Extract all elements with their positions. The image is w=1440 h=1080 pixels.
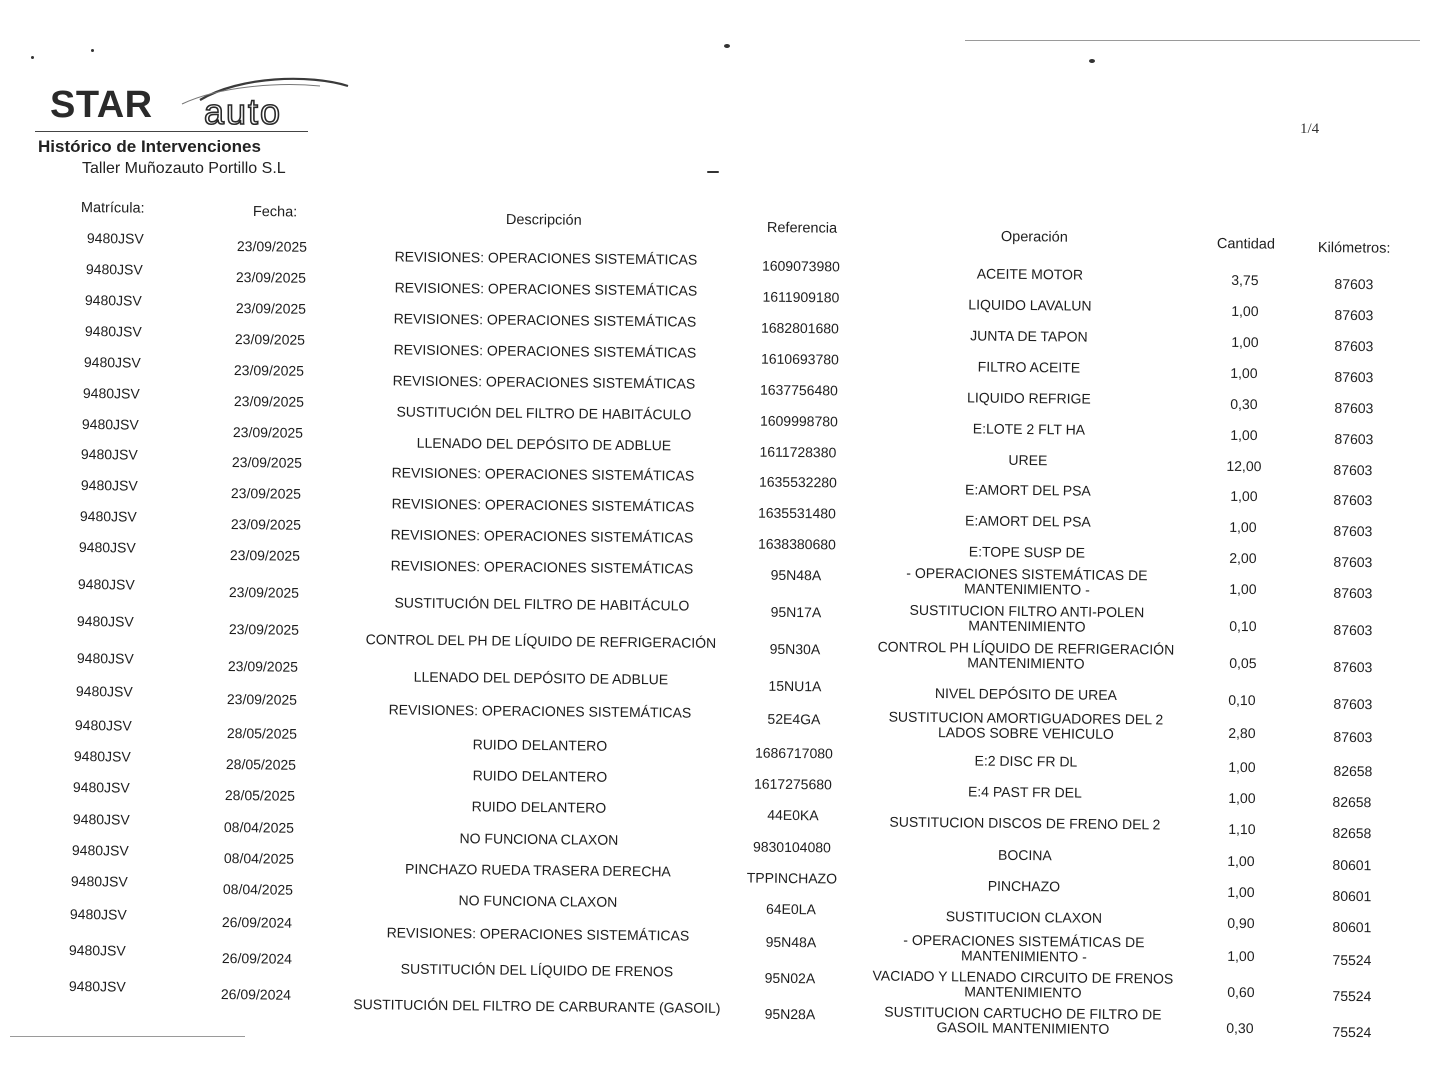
page-number: 1/4 <box>1300 121 1320 137</box>
cell-descripcion: NO FUNCIONA CLAXON <box>458 892 618 910</box>
cell-referencia: 1635532280 <box>758 473 837 491</box>
cell-fecha: 23/09/2025 <box>227 658 298 675</box>
cell-operacion: SUSTITUCION FILTRO ANTI-POLEN <box>909 601 1145 621</box>
cell-fecha: 23/09/2025 <box>229 547 301 564</box>
cell-operacion-line2: LADOS SOBRE VEHICULO <box>937 724 1114 742</box>
cell-fecha: 23/09/2025 <box>232 424 303 441</box>
cell-cantidad: 1,00 <box>1230 333 1259 351</box>
cell-fecha: 28/05/2025 <box>226 725 297 742</box>
cell-kilometros: 82658 <box>1332 824 1372 842</box>
cell-referencia: 64E0LA <box>765 900 816 918</box>
cell-fecha: 23/09/2025 <box>227 691 298 708</box>
cell-cantidad: 1,00 <box>1230 364 1259 382</box>
cell-cantidad: 12,00 <box>1226 457 1262 475</box>
cell-referencia: 1611909180 <box>761 288 839 306</box>
cell-matricula: 9480JSV <box>82 385 140 402</box>
cell-cantidad: 0,05 <box>1228 654 1257 672</box>
cell-fecha: 26/09/2024 <box>222 914 293 931</box>
cell-operacion: - OPERACIONES SISTEMÁTICAS DE <box>906 564 1148 584</box>
cell-kilometros: 75524 <box>1332 1023 1372 1041</box>
cell-cantidad: 1,00 <box>1228 789 1256 807</box>
cell-kilometros: 75524 <box>1332 987 1372 1005</box>
cell-operacion-line2: MANTENIMIENTO <box>964 983 1082 1001</box>
cell-referencia: 1637756480 <box>759 381 838 399</box>
cell-cantidad: 1,00 <box>1227 883 1255 901</box>
cell-descripcion: PINCHAZO RUEDA TRASERA DERECHA <box>405 860 672 880</box>
cell-referencia: 1635531480 <box>757 504 836 522</box>
cell-descripcion: LLENADO DEL DEPÓSITO DE ADBLUE <box>413 668 669 688</box>
cell-descripcion: LLENADO DEL DEPÓSITO DE ADBLUE <box>416 434 671 454</box>
cell-matricula: 9480JSV <box>69 942 127 959</box>
cell-descripcion: SUSTITUCIÓN DEL LÍQUIDO DE FRENOS <box>400 960 674 980</box>
cell-referencia: 52E4GA <box>767 710 821 728</box>
cell-descripcion: CONTROL DEL PH DE LÍQUIDO DE REFRIGERACIÓN <box>365 631 717 651</box>
cell-kilometros: 87603 <box>1333 553 1373 571</box>
cell-kilometros: 87603 <box>1333 658 1373 676</box>
cell-operacion: E:AMORT DEL PSA <box>964 481 1091 499</box>
cell-descripcion: NO FUNCIONA CLAXON <box>459 830 619 848</box>
cell-matricula: 9480JSV <box>73 779 131 796</box>
cell-fecha: 23/09/2025 <box>233 393 304 410</box>
cell-kilometros: 80601 <box>1332 856 1372 874</box>
cell-operacion: FILTRO ACEITE <box>977 358 1081 376</box>
cell-cantidad: 1,00 <box>1227 852 1256 870</box>
cell-matricula: 9480JSV <box>70 873 128 890</box>
cell-fecha: 28/05/2025 <box>225 756 296 773</box>
cell-referencia: 1609998780 <box>759 412 838 430</box>
cell-operacion: JUNTA DE TAPON <box>970 327 1089 345</box>
cell-descripcion: RUIDO DELANTERO <box>472 736 608 754</box>
cell-matricula: 9480JSV <box>68 978 126 995</box>
cell-operacion: LIQUIDO LAVALUN <box>967 296 1092 314</box>
cell-kilometros: 87603 <box>1333 695 1373 713</box>
cell-descripcion: RUIDO DELANTERO <box>471 798 607 816</box>
cell-operacion: E:2 DISC FR DL <box>973 752 1077 770</box>
cell-matricula: 9480JSV <box>86 261 144 278</box>
cell-operacion: E:AMORT DEL PSA <box>964 512 1091 530</box>
cell-operacion: E:LOTE 2 FLT HA <box>972 420 1085 438</box>
cell-matricula: 9480JSV <box>74 748 132 765</box>
cell-kilometros: 87603 <box>1334 337 1374 355</box>
cell-cantidad: 0,30 <box>1226 1019 1255 1037</box>
cell-matricula: 9480JSV <box>86 230 144 247</box>
cell-operacion-line2: MANTENIMIENTO - <box>960 947 1087 965</box>
cell-referencia: 95N02A <box>764 969 816 987</box>
cell-referencia: 1617275680 <box>753 775 832 793</box>
cell-referencia: 44E0KA <box>766 806 819 824</box>
cell-operacion: E:4 PAST FR DEL <box>968 783 1083 801</box>
cell-cantidad: 1,00 <box>1229 487 1258 505</box>
cell-cantidad: 2,80 <box>1228 724 1256 742</box>
cell-cantidad: 0,10 <box>1228 691 1257 709</box>
cell-kilometros: 80601 <box>1332 887 1372 905</box>
cell-fecha: 23/09/2025 <box>231 454 303 471</box>
cell-kilometros: 87603 <box>1334 275 1374 293</box>
cell-kilometros: 75524 <box>1332 951 1372 969</box>
cell-matricula: 9480JSV <box>75 683 133 700</box>
cell-kilometros: 87603 <box>1333 399 1374 417</box>
cell-fecha: 08/04/2025 <box>223 850 294 867</box>
cell-matricula: 9480JSV <box>79 508 137 525</box>
cell-referencia: 95N28A <box>764 1005 815 1023</box>
cell-fecha: 23/09/2025 <box>235 300 306 317</box>
cell-descripcion: REVISIONES: OPERACIONES SISTEMÁTICAS <box>394 248 698 268</box>
cell-referencia: 95N48A <box>770 566 822 584</box>
cell-kilometros: 87603 <box>1332 728 1373 746</box>
cell-operacion-line2: GASOIL MANTENIMIENTO <box>936 1019 1110 1037</box>
cell-kilometros: 82658 <box>1332 762 1372 780</box>
cell-referencia: TPPINCHAZO <box>746 869 837 887</box>
cell-operacion: E:TOPE SUSP DE <box>969 543 1086 561</box>
cell-matricula: 9480JSV <box>78 539 136 556</box>
document-title: Histórico de Intervenciones <box>38 137 261 156</box>
cell-fecha: 08/04/2025 <box>224 819 295 836</box>
cell-matricula: 9480JSV <box>84 323 142 340</box>
cell-operacion: SUSTITUCION CLAXON <box>945 908 1103 926</box>
cell-kilometros: 80601 <box>1332 918 1372 936</box>
cell-kilometros: 87603 <box>1333 584 1373 602</box>
cell-cantidad: 1,00 <box>1227 947 1255 965</box>
header-fecha: Fecha: <box>252 204 298 221</box>
cell-referencia: 1609073980 <box>761 257 840 275</box>
cell-descripcion: SUSTITUCIÓN DEL FILTRO DE HABITÁCULO <box>396 403 692 423</box>
cell-kilometros: 87603 <box>1333 522 1373 540</box>
cell-fecha: 23/09/2025 <box>236 269 307 286</box>
cell-fecha: 23/09/2025 <box>236 238 308 255</box>
cell-fecha: 23/09/2025 <box>231 485 302 502</box>
cell-descripcion: SUSTITUCIÓN DEL FILTRO DE CARBURANTE (GASOIL) <box>353 996 721 1016</box>
cell-referencia: 1638380680 <box>757 535 836 553</box>
cell-operacion: SUSTITUCION DISCOS DE FRENO DEL 2 <box>889 813 1161 833</box>
cell-operacion-line2: MANTENIMIENTO - <box>963 580 1090 598</box>
cell-referencia: 1610693780 <box>760 350 839 368</box>
cell-matricula: 9480JSV <box>71 842 129 859</box>
cell-matricula: 9480JSV <box>74 717 132 734</box>
cell-descripcion: REVISIONES: OPERACIONES SISTEMÁTICAS <box>393 310 697 330</box>
cell-matricula: 9480JSV <box>82 416 140 433</box>
cell-operacion: BOCINA <box>997 846 1052 864</box>
cell-fecha: 23/09/2025 <box>229 584 300 601</box>
cell-cantidad: 2,00 <box>1229 549 1257 567</box>
cell-referencia: 15NU1A <box>767 677 821 695</box>
cell-matricula: 9480JSV <box>76 650 134 667</box>
cell-referencia: 95N30A <box>769 640 821 658</box>
header-kilometros: Kilómetros: <box>1317 240 1391 257</box>
cell-referencia: 1686717080 <box>754 744 833 762</box>
cell-cantidad: 0,30 <box>1230 395 1258 413</box>
cell-operacion: LIQUIDO REFRIGE <box>966 389 1091 407</box>
cell-operacion: SUSTITUCION AMORTIGUADORES DEL 2 <box>888 708 1164 728</box>
cell-matricula: 9480JSV <box>72 811 130 828</box>
cell-fecha: 23/09/2025 <box>230 516 301 533</box>
cell-operacion: CONTROL PH LÍQUIDO DE REFRIGERACIÓN <box>877 638 1175 658</box>
cell-matricula: 9480JSV <box>70 906 128 923</box>
cell-kilometros: 87603 <box>1333 430 1373 448</box>
cell-referencia: 1611728380 <box>759 443 837 461</box>
cell-referencia: 95N48A <box>765 933 816 951</box>
cell-cantidad: 1,00 <box>1229 518 1258 536</box>
logo-wordmark-star: STAR <box>50 84 153 126</box>
cell-kilometros: 87603 <box>1333 491 1373 509</box>
cell-referencia: 1682801680 <box>760 319 839 337</box>
cell-cantidad: 0,90 <box>1227 914 1255 932</box>
cell-kilometros: 82658 <box>1332 793 1372 811</box>
cell-descripcion: REVISIONES: OPERACIONES SISTEMÁTICAS <box>392 372 696 392</box>
cell-descripcion: REVISIONES: OPERACIONES SISTEMÁTICAS <box>390 526 694 546</box>
cell-descripcion: REVISIONES: OPERACIONES SISTEMÁTICAS <box>393 341 697 361</box>
cell-descripcion: REVISIONES: OPERACIONES SISTEMÁTICAS <box>391 495 695 515</box>
cell-operacion: UREE <box>1008 451 1048 469</box>
cell-descripcion: REVISIONES: OPERACIONES SISTEMÁTICAS <box>390 557 694 577</box>
cell-kilometros: 87603 <box>1333 461 1373 479</box>
cell-cantidad: 3,75 <box>1231 271 1259 289</box>
cell-fecha: 23/09/2025 <box>228 621 299 638</box>
cell-cantidad: 1,10 <box>1227 820 1256 838</box>
cell-matricula: 9480JSV <box>78 576 136 593</box>
cell-descripcion: REVISIONES: OPERACIONES SISTEMÁTICAS <box>388 701 692 721</box>
cell-descripcion: REVISIONES: OPERACIONES SISTEMÁTICAS <box>386 924 689 944</box>
header-referencia: Referencia <box>766 220 838 237</box>
cell-cantidad: 1,00 <box>1229 580 1257 598</box>
cell-descripcion: REVISIONES: OPERACIONES SISTEMÁTICAS <box>391 464 695 484</box>
cell-cantidad: 1,00 <box>1228 758 1256 776</box>
cell-operacion: NIVEL DEPÓSITO DE UREA <box>934 685 1118 703</box>
cell-kilometros: 87603 <box>1333 621 1373 639</box>
cell-operacion: - OPERACIONES SISTEMÁTICAS DE <box>902 931 1145 951</box>
cell-cantidad: 1,00 <box>1231 302 1259 320</box>
cell-operacion: PINCHAZO <box>987 877 1061 895</box>
cell-referencia: 9830104080 <box>752 838 831 856</box>
cell-fecha: 23/09/2025 <box>234 331 305 348</box>
workshop-name: Taller Muñozauto Portillo S.L <box>82 160 286 177</box>
cell-matricula: 9480JSV <box>85 292 143 309</box>
cell-fecha: 08/04/2025 <box>222 881 294 898</box>
cell-kilometros: 87603 <box>1334 306 1374 324</box>
cell-kilometros: 87603 <box>1334 368 1374 386</box>
cell-fecha: 26/09/2024 <box>220 986 291 1003</box>
cell-operacion-line2: MANTENIMIENTO <box>967 617 1086 635</box>
cell-operacion-line2: MANTENIMIENTO <box>967 654 1085 672</box>
cell-referencia: 95N17A <box>770 603 821 621</box>
cell-matricula: 9480JSV <box>83 354 141 371</box>
logo-wordmark-auto: auto <box>204 91 283 130</box>
cell-fecha: 28/05/2025 <box>224 787 296 804</box>
cell-descripcion: REVISIONES: OPERACIONES SISTEMÁTICAS <box>394 279 697 299</box>
cell-fecha: 26/09/2024 <box>221 950 292 967</box>
cell-fecha: 23/09/2025 <box>234 362 305 379</box>
cell-operacion: SUSTITUCION CARTUCHO DE FILTRO DE <box>884 1003 1162 1023</box>
header-matricula: Matrícula: <box>80 200 145 217</box>
cell-matricula: 9480JSV <box>81 446 139 463</box>
header-operacion: Operación <box>1000 229 1068 246</box>
cell-cantidad: 0,10 <box>1229 617 1257 635</box>
cell-cantidad: 0,60 <box>1226 983 1255 1001</box>
header-cantidad: Cantidad <box>1216 236 1276 253</box>
cell-cantidad: 1,00 <box>1230 426 1258 444</box>
cell-descripcion: SUSTITUCIÓN DEL FILTRO DE HABITÁCULO <box>394 594 690 614</box>
cell-matricula: 9480JSV <box>80 477 138 494</box>
cell-matricula: 9480JSV <box>77 613 135 630</box>
cell-descripcion: RUIDO DELANTERO <box>472 767 607 785</box>
header-descripcion: Descripción <box>505 212 582 229</box>
cell-operacion: VACIADO Y LLENADO CIRCUITO DE FRENOS <box>872 967 1174 987</box>
cell-operacion: ACEITE MOTOR <box>976 265 1084 283</box>
